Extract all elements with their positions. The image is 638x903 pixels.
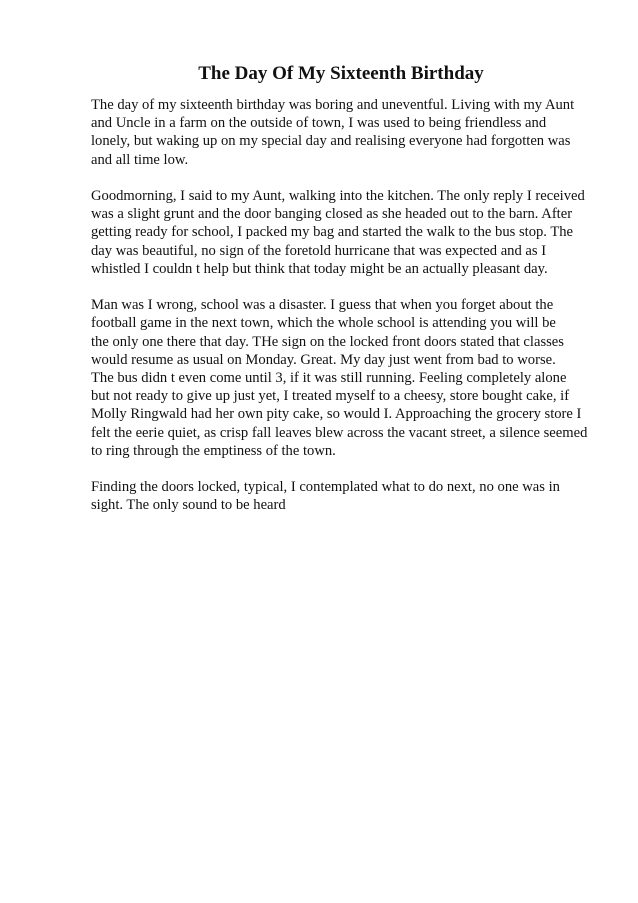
text-line: was a slight grunt and the door banging closed as she headed out to the barn. After	[91, 206, 573, 223]
text-line: getting ready for school, I packed my bag and started the walk to the bus stop. The	[91, 224, 574, 241]
text-line: felt the eerie quiet, as crisp fall leaves blew across the vacant street, a silence seemed	[91, 424, 588, 441]
paragraph-4	[91, 478, 591, 514]
paragraph-3	[91, 296, 591, 460]
text-line: but not ready to give up just yet, I treated myself to a cheesy, store bought cake, if	[91, 388, 570, 405]
text-line: the only one there that day. THe sign on the locked front doors stated that classes	[91, 333, 564, 350]
text-line: football game in the next town, which the whole school is attending you will be	[91, 315, 556, 332]
text-line: whistled I couldn t help but think that today might be an actually pleasant day.	[91, 260, 548, 277]
text-line: sight. The only sound to be heard	[91, 497, 286, 514]
text-line: Finding the doors locked, typical, I contemplated what to do next, no one was in	[91, 479, 560, 496]
paragraph-2	[91, 187, 591, 278]
text-line: The day of my sixteenth birthday was boring and uneventful. Living with my Aunt	[91, 97, 575, 113]
text-line: The bus didn t even come until 3, if it was still running. Feeling completely alone	[91, 370, 567, 387]
document-title: The Day Of My Sixteenth Birthday	[198, 63, 484, 84]
text-line: Man was I wrong, school was a disaster. I guess that when you forget about the	[91, 297, 554, 314]
text-line: to ring through the emptiness of the town.	[91, 442, 336, 459]
text-line: would resume as usual on Monday. Great. My day just went from bad to worse.	[91, 351, 556, 368]
text-line: day was beautiful, no sign of the foretold hurricane that was expected and as I	[91, 242, 547, 259]
document-body	[91, 96, 591, 533]
text-line: lonely, but waking up on my special day and realising everyone had forgotten was	[91, 133, 571, 150]
text-line: Goodmorning, I said to my Aunt, walking into the kitchen. The only reply I received	[91, 188, 585, 204]
text-line: and all time low.	[91, 151, 189, 168]
text-line: Molly Ringwald had her own pity cake, so would I. Approaching the grocery store I	[91, 406, 582, 423]
paragraph-1	[91, 96, 591, 169]
text-line: and Uncle in a farm on the outside of town, I was used to being friendless and	[91, 115, 547, 132]
